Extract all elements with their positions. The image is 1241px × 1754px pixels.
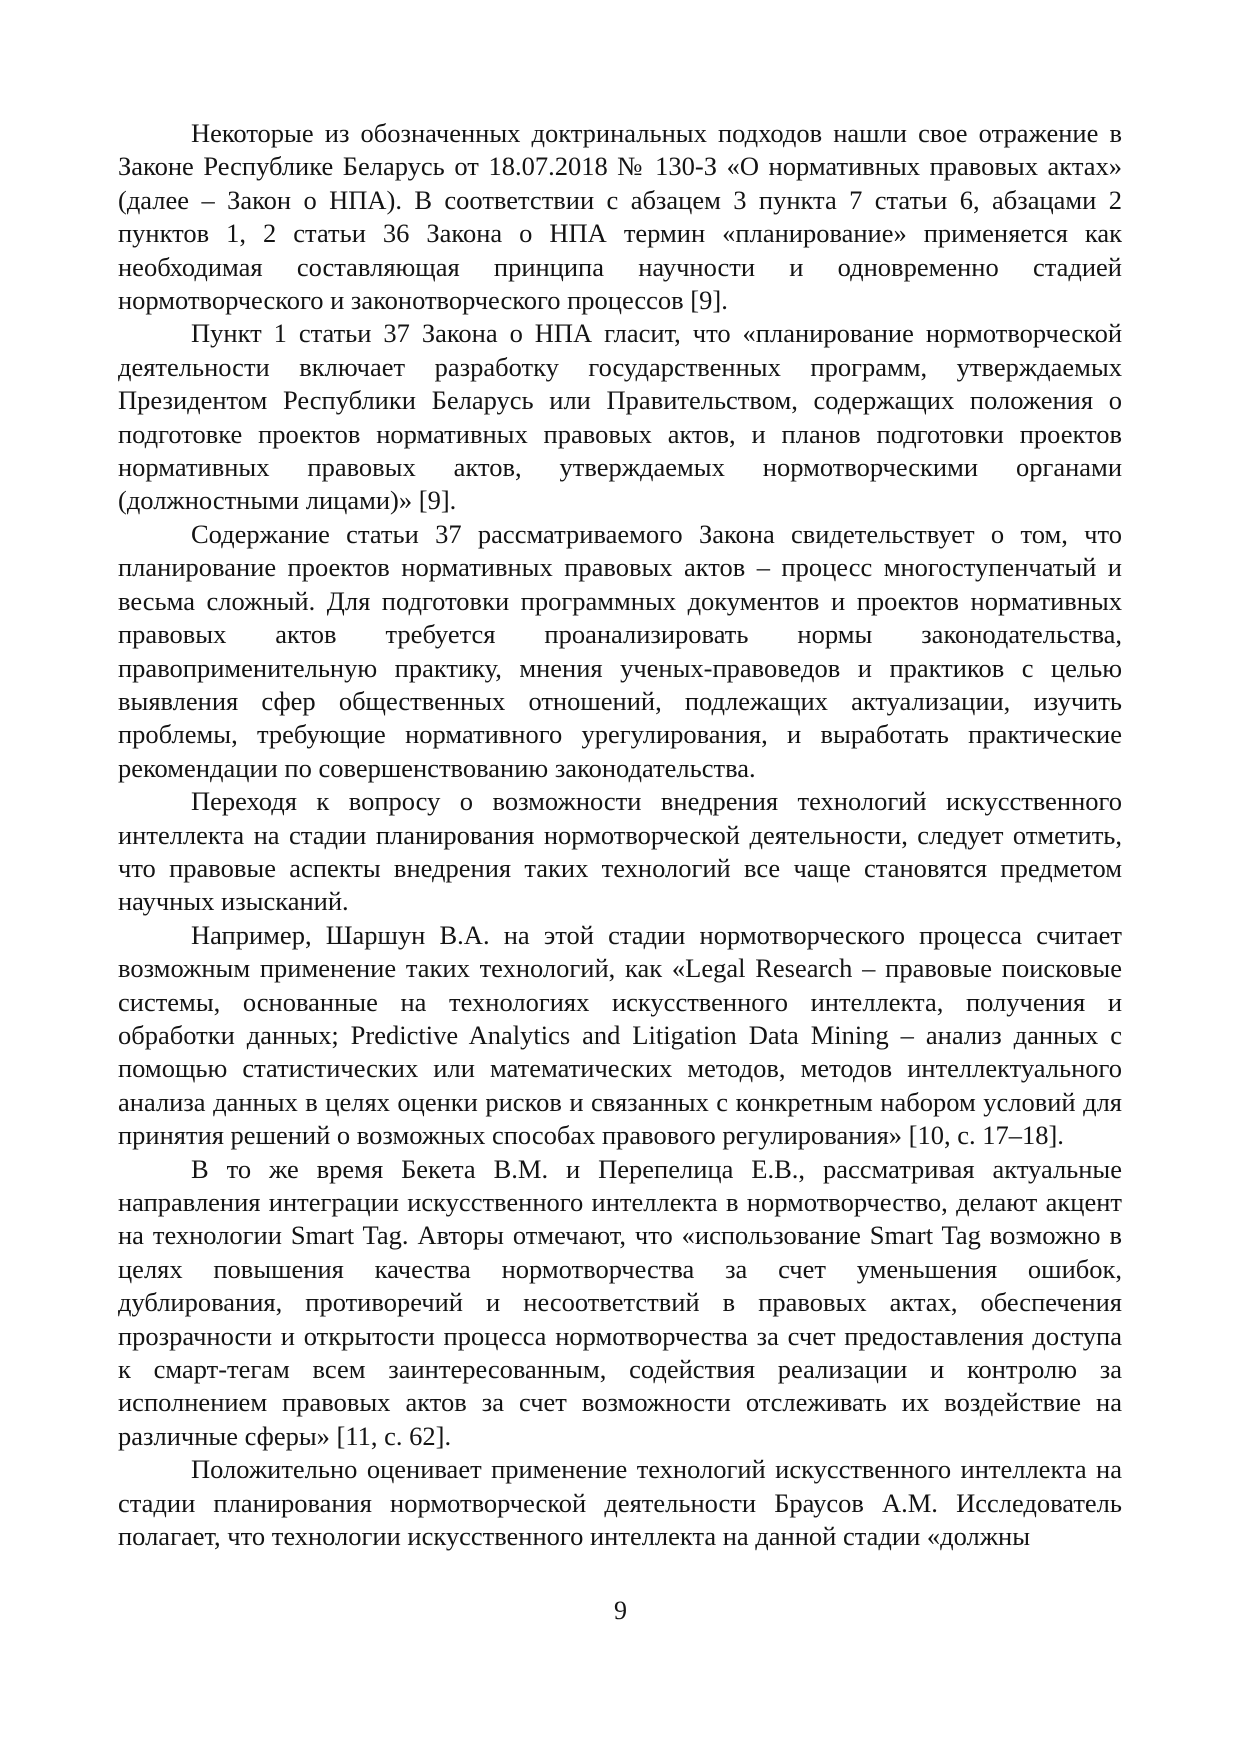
paragraph-5: Например, Шаршун В.А. на этой стадии нормотворческого процесса считает возможным применение таких технологий, как «Legal Research – правовые поисковые системы, основанные на технологиях искусственного интеллекта, получения и обработки данных; Predictive Analytics and Litigation Data Mining – анализ данных с помощью статистических или математических методов, методов интеллектуального анализа данных в целях оценки рисков и связанных с конкретным набором условий для принятия решений о возможных способах правового регулирования» [10, с. 17–18]. <box>118 919 1122 1151</box>
paragraph-6: В то же время Бекета В.М. и Перепелица Е.В., рассматривая актуальные направления интеграции искусственного интеллекта в нормотворчество, делают акцент на технологии Smart Tag. Авторы отмечают, что «использование Smart Tag возможно в целях повышения качества нормотворчества за счет уменьшения ошибок, дублирования, противоречий и несоответствий в правовых актах, обеспечения прозрачности и открытости процесса нормотворчества за счет предоставления доступа к смарт-тегам всем заинтересованным, содействия реализации и контролю за исполнением правовых актов за счет возможности отслеживать их воздействие на различные сферы» [11, с. 62]. <box>118 1153 1122 1451</box>
paragraph-7: Положительно оценивает применение технологий искусственного интеллекта на стадии планирования нормотворческой деятельности Браусов А.М. Исследователь полагает, что технологии искусственного интеллекта на данной стадии «должны <box>118 1454 1122 1552</box>
body-text <box>118 117 1122 1553</box>
paragraph-3: Содержание статьи 37 рассматриваемого Закона свидетельствует о том, что планирование проектов нормативных правовых актов – процесс многоступенчатый и весьма сложный. Для подготовки программных документов и проектов нормативных правовых актов требуется проанализировать нормы законодательства, правоприменительную практику, мнения ученых-правоведов и практиков с целью выявления сфер общественных отношений, подлежащих актуализации, изучить проблемы, требующие нормативного урегулирования, и выработать практические рекомендации по совершенствованию законодательства. <box>118 518 1122 783</box>
paragraph-1: Некоторые из обозначенных доктринальных подходов нашли свое отражение в Законе Республике Беларусь от 18.07.2018 № 130-З «О нормативных правовых актах» (далее – Закон о НПА). В соответствии с абзацем 3 пункта 7 статьи 6, абзацами 2 пунктов 1, 2 статьи 36 Закона о НПА термин «планирование» применяется как необходимая составляющая принципа научности и одновременно стадией нормотворческого и законотворческого процессов [9]. <box>118 118 1122 316</box>
page-number: 9 <box>614 1596 627 1625</box>
paragraph-4: Переходя к вопросу о возможности внедрения технологий искусственного интеллекта на стадии планирования нормотворческой деятельности, следует отметить, что правовые аспекты внедрения таких технологий все чаще становятся предметом научных изысканий. <box>118 786 1122 917</box>
paragraph-2: Пункт 1 статьи 37 Закона о НПА гласит, что «планирование нормотворческой деятельности включает разработку государственных программ, утверждаемых Президентом Республики Беларусь или Правительством, содержащих положения о подготовке проектов нормативных правовых актов, и планов подготовки проектов нормативных правовых актов, утверждаемых нормотворческими органами (должностными лицами)» [9]. <box>118 318 1122 516</box>
